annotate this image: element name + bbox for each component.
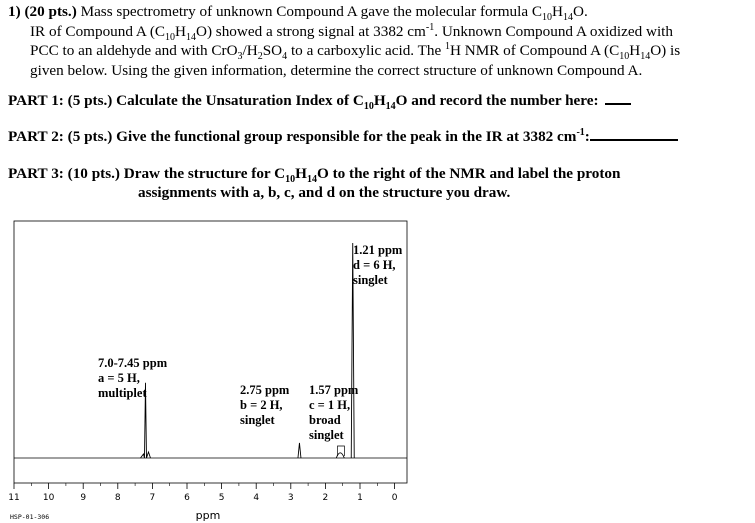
- peak-d-label-3: singlet: [353, 273, 388, 287]
- question-points: (20 pts.): [24, 3, 77, 20]
- subscript: 2: [257, 51, 263, 63]
- formula-h: H: [295, 165, 307, 182]
- peak-d-label-2: d = 6 H,: [353, 258, 396, 272]
- question-text-2c: . Unknown Compound A oxidized with: [434, 22, 673, 40]
- spectrum-id: HSP-01-306: [10, 513, 50, 521]
- peak-a-label-3: multiplet: [98, 386, 147, 400]
- subscript: 10: [285, 174, 296, 186]
- subscript: 4: [282, 51, 288, 63]
- subscript: 10: [619, 51, 630, 63]
- question-text-1: Mass spectrometry of unknown Compound A gave the molecular formula C: [80, 3, 543, 20]
- subscript: 14: [306, 174, 317, 186]
- peak-b-label-1: 2.75 ppm: [240, 383, 290, 397]
- subscript: 14: [185, 31, 196, 43]
- part-2-text-a: PART 2: (5 pts.) Give the functional group responsible for the peak in the IR at 3382 cm: [8, 128, 577, 145]
- peak-c-label-1: 1.57 ppm: [309, 383, 359, 397]
- nmr-spectrum: [0, 215, 755, 523]
- subscript: 10: [542, 12, 553, 24]
- tick-label: 0: [391, 493, 398, 503]
- peak-b-label-2: b = 2 H,: [240, 398, 283, 412]
- tick-label: 11: [8, 493, 20, 503]
- tick-label: 7: [149, 493, 156, 503]
- tick-label: 5: [218, 493, 225, 503]
- part-1-text-b: O and record the number here:: [395, 92, 599, 109]
- peak-c-label-3: broad: [309, 413, 341, 427]
- spectrum-frame: [14, 221, 407, 483]
- question-line-1: [8, 2, 748, 22]
- part-2-text-b: :: [584, 128, 590, 145]
- formula-h: H: [552, 3, 563, 20]
- question-text-3e: H NMR of Compound A (C: [450, 42, 620, 59]
- tick-label: 9: [80, 493, 87, 503]
- subscript: 10: [363, 101, 374, 113]
- superscript: -1: [425, 21, 435, 33]
- tick-label: 10: [42, 493, 55, 503]
- peak-a-label-1: 7.0-7.45 ppm: [98, 356, 168, 370]
- formula-h: H: [629, 42, 641, 59]
- question-text-3d: to a carboxylic acid. The: [287, 42, 446, 59]
- tick-label: 1: [357, 493, 363, 503]
- formula-h: H: [175, 22, 186, 40]
- question-number: 1): [8, 3, 21, 20]
- subscript: 14: [385, 101, 396, 113]
- tick-label: 3: [287, 493, 294, 503]
- subscript: 14: [562, 12, 573, 24]
- question-text-2a: IR of Compound A (C: [30, 22, 166, 40]
- subscript: 10: [165, 31, 176, 43]
- question-text-3a: PCC to an aldehyde and with CrO: [30, 42, 238, 59]
- axis-ticks: [14, 483, 395, 489]
- peak-c-label-2: c = 1 H,: [309, 398, 351, 412]
- subscript: 3: [237, 51, 243, 63]
- part-3-text-a: PART 3: (10 pts.) Draw the structure for C: [8, 165, 286, 182]
- peak-a-label-2: a = 5 H,: [98, 371, 140, 385]
- question-text-3f: O) is: [650, 42, 681, 59]
- question-text-2b: O) showed a strong signal at 3382 cm: [195, 22, 426, 40]
- peak-c-label-4: singlet: [309, 428, 344, 442]
- x-axis-label: ppm: [195, 509, 221, 522]
- peak-d-label-1: 1.21 ppm: [353, 243, 403, 257]
- part-1-text-a: PART 1: (5 pts.) Calculate the Unsaturation Index of C: [8, 92, 364, 109]
- part-1-answer-blank[interactable]: [605, 103, 631, 105]
- question-text-3b: /H: [242, 42, 258, 59]
- tick-label: 4: [253, 493, 260, 503]
- tick-label: 6: [184, 493, 190, 503]
- tick-label: 8: [114, 493, 121, 503]
- part-3-text-b: O to the right of the NMR and label the proton: [316, 165, 621, 182]
- part-2-answer-blank[interactable]: [590, 139, 678, 141]
- part-1: [8, 92, 631, 113]
- axis-tick-labels: [8, 493, 397, 503]
- superscript: 1: [445, 40, 451, 52]
- subscript: 14: [640, 51, 651, 63]
- peak-b: [298, 443, 301, 458]
- superscript: -1: [576, 126, 585, 138]
- tick-label: 2: [322, 493, 329, 503]
- question-line-2: [8, 22, 748, 42]
- question-text-3c: SO: [262, 42, 283, 59]
- part-3-line-2: assignments with a, b, c, and d on the structure you draw.: [138, 184, 511, 201]
- question-line-3: [8, 41, 748, 61]
- question-text: [8, 2, 748, 80]
- formula-end: O.: [572, 3, 588, 20]
- peak-b-label-3: singlet: [240, 413, 275, 427]
- formula-h: H: [373, 92, 386, 109]
- question-line-4: given below. Using the given information, determine the correct structure of unknown Compound A.: [30, 61, 643, 79]
- part-3: [8, 165, 621, 186]
- part-2: [8, 128, 678, 146]
